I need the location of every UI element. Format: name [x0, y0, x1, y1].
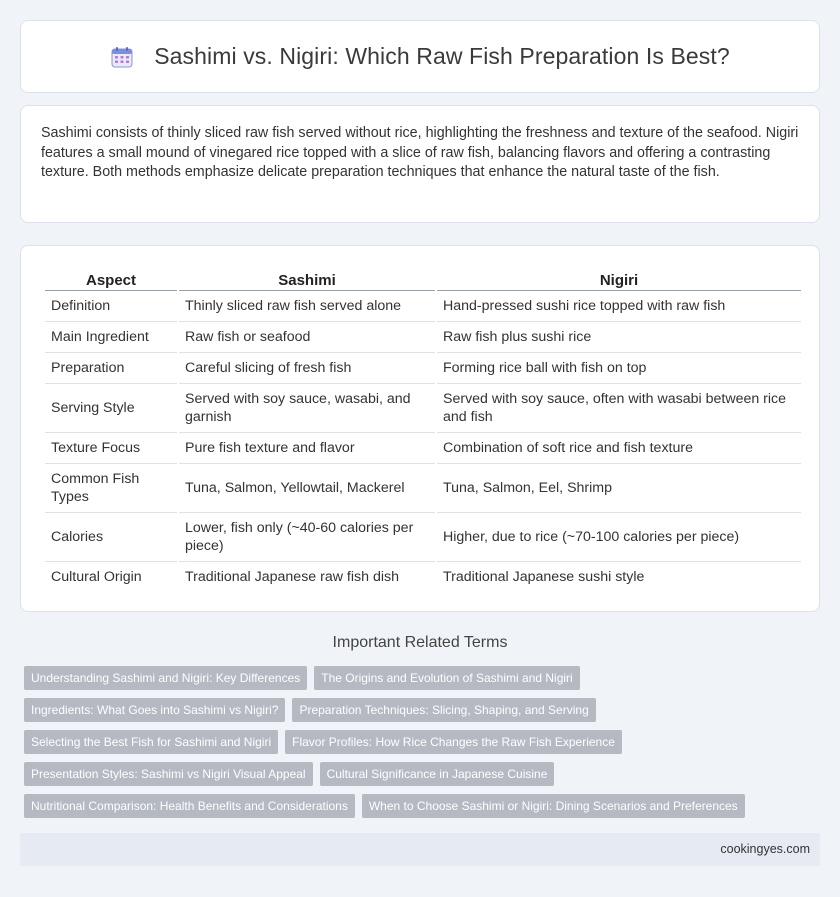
cell-aspect: Definition: [45, 290, 177, 321]
table-row: [45, 512, 801, 561]
tag-row: [24, 698, 824, 722]
cell-nigiri: Combination of soft rice and fish texture: [437, 432, 801, 463]
table-header-row: [45, 268, 801, 290]
comparison-table: [43, 268, 803, 592]
cell-nigiri: Raw fish plus sushi rice: [437, 321, 801, 352]
intro-card: [20, 105, 820, 223]
related-term-tag[interactable]: Flavor Profiles: How Rice Changes the Raw Fish Experience: [285, 730, 622, 754]
footer: [20, 833, 820, 866]
related-term-tag[interactable]: When to Choose Sashimi or Nigiri: Dining Scenarios and Preferences: [362, 794, 745, 818]
header-aspect: Aspect: [85, 271, 137, 289]
related-term-tag[interactable]: The Origins and Evolution of Sashimi and Nigiri: [314, 666, 579, 690]
cell-aspect: Main Ingredient: [45, 321, 177, 352]
cell-sashimi: Served with soy sauce, wasabi, and garnish: [179, 383, 435, 432]
cell-sashimi: Tuna, Salmon, Yellowtail, Mackerel: [179, 463, 435, 512]
cell-sashimi: Traditional Japanese raw fish dish: [179, 561, 435, 592]
intro-text: Sashimi consists of thinly sliced raw fish served without rice, highlighting the freshness and texture of the seafood. Nigiri features a small mound of vinegared rice topped with a slice of raw fish, balancing flavors and offering a contrasting texture. Both methods emphasize delicate preparation techniques that enhance the natural taste of the fish.: [41, 125, 799, 180]
cell-nigiri: Higher, due to rice (~70-100 calories per piece): [437, 512, 801, 561]
comparison-table-card: [20, 245, 820, 612]
cell-aspect: Calories: [45, 512, 177, 561]
tag-row: [24, 730, 824, 754]
related-term-tag[interactable]: Selecting the Best Fish for Sashimi and Nigiri: [24, 730, 278, 754]
table-row: [45, 383, 801, 432]
header-sashimi: Sashimi: [278, 271, 336, 289]
tag-row: [24, 794, 824, 818]
table-row: [45, 463, 801, 512]
related-term-tag[interactable]: Understanding Sashimi and Nigiri: Key Differences: [24, 666, 307, 690]
tag-row: [24, 762, 824, 786]
related-term-tag[interactable]: Nutritional Comparison: Health Benefits and Considerations: [24, 794, 355, 818]
page-title: Sashimi vs. Nigiri: Which Raw Fish Preparation Is Best?: [154, 43, 730, 69]
related-term-tag[interactable]: Cultural Significance in Japanese Cuisine: [320, 762, 555, 786]
related-terms-tags: [24, 666, 824, 826]
title-wrap: [110, 43, 730, 70]
cell-sashimi: Raw fish or seafood: [179, 321, 435, 352]
cell-sashimi: Thinly sliced raw fish served alone: [179, 290, 435, 321]
calendar-icon: [110, 45, 134, 69]
related-term-tag[interactable]: Presentation Styles: Sashimi vs Nigiri Visual Appeal: [24, 762, 313, 786]
table-row: [45, 352, 801, 383]
cell-nigiri: Tuna, Salmon, Eel, Shrimp: [437, 463, 801, 512]
cell-sashimi: Pure fish texture and flavor: [179, 432, 435, 463]
related-term-tag[interactable]: Preparation Techniques: Slicing, Shaping, and Serving: [292, 698, 595, 722]
cell-nigiri: Forming rice ball with fish on top: [437, 352, 801, 383]
table-row: [45, 561, 801, 592]
title-card: [20, 20, 820, 93]
cell-sashimi: Lower, fish only (~40-60 calories per piece): [179, 512, 435, 561]
table-row: [45, 432, 801, 463]
related-terms-title: Important Related Terms: [332, 634, 508, 651]
header-nigiri: Nigiri: [599, 271, 639, 289]
table-row: [45, 290, 801, 321]
cell-aspect: Common Fish Types: [45, 463, 177, 512]
footer-site-link[interactable]: cookingyes.com: [720, 842, 810, 856]
cell-aspect: Cultural Origin: [45, 561, 177, 592]
tag-row: [24, 666, 824, 690]
cell-nigiri: Traditional Japanese sushi style: [437, 561, 801, 592]
cell-nigiri: Served with soy sauce, often with wasabi between rice and fish: [437, 383, 801, 432]
table-row: [45, 321, 801, 352]
related-term-tag[interactable]: Ingredients: What Goes into Sashimi vs Nigiri?: [24, 698, 285, 722]
cell-aspect: Serving Style: [45, 383, 177, 432]
cell-aspect: Preparation: [45, 352, 177, 383]
cell-aspect: Texture Focus: [45, 432, 177, 463]
cell-nigiri: Hand-pressed sushi rice topped with raw fish: [437, 290, 801, 321]
cell-sashimi: Careful slicing of fresh fish: [179, 352, 435, 383]
